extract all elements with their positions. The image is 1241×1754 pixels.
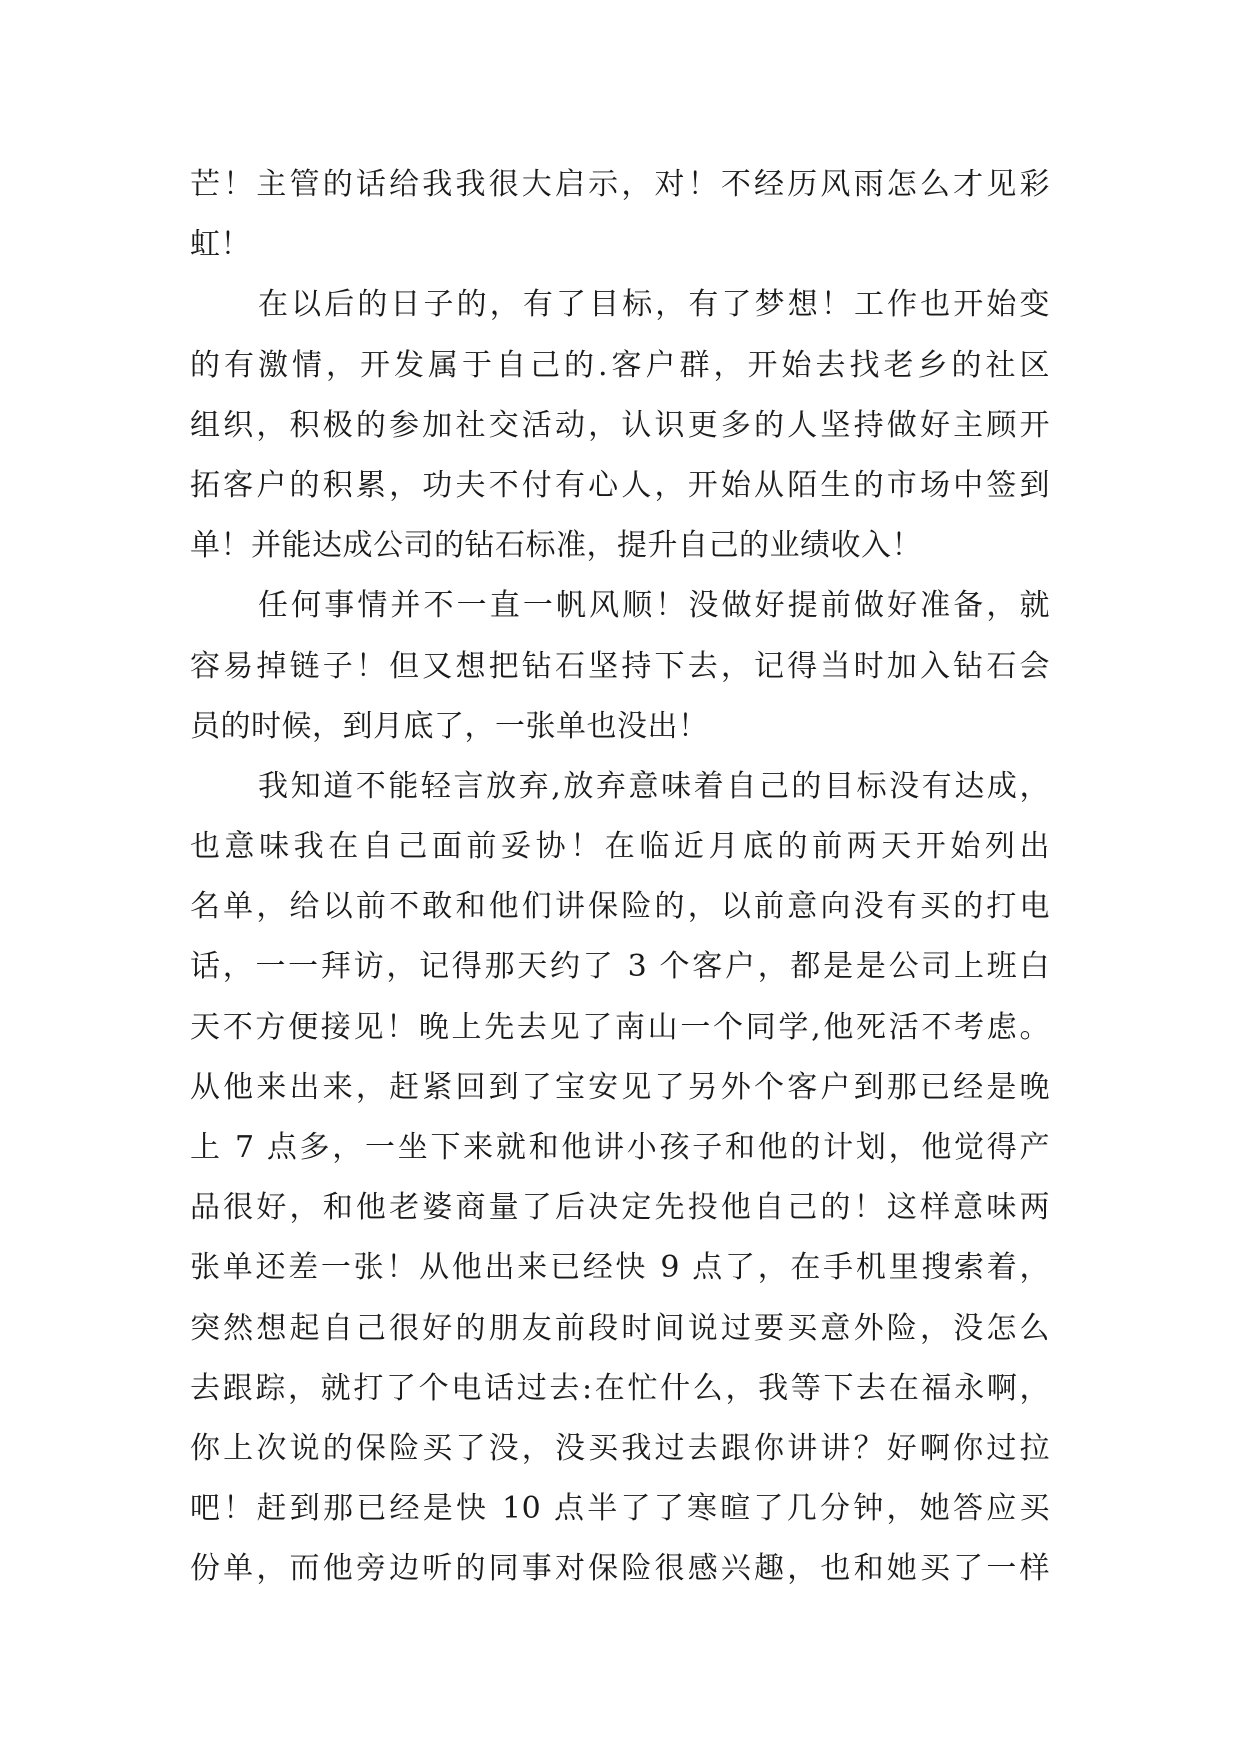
text-line: 我知道不能轻言放弃,放弃意味着自己的目标没有达成， (258, 768, 1050, 804)
text-line: 单！并能达成公司的钻石标准，提升自己的业绩收入！ (190, 528, 922, 564)
text-line: 任何事情并不一直一帆风顺！没做好提前做好准备，就 (258, 588, 1050, 624)
text-line: 天不方便接见！晚上先去见了南山一个同学,他死活不考虑。 (190, 1009, 1050, 1045)
text-line: 员的时候，到月底了，一张单也没出！ (190, 708, 709, 744)
text-line: 虹！ (190, 227, 251, 263)
text-line: 上 7 点多，一坐下来就和他讲小孩子和他的计划，他觉得产 (190, 1130, 1050, 1165)
text-line: 从他来出来，赶紧回到了宝安见了另外个客户到那已经是晚 (190, 1069, 1050, 1105)
text-line: 容易掉链子！但又想把钻石坚持下去，记得当时加入钻石会 (190, 648, 1050, 684)
text-line: 你上次说的保险买了没，没买我过去跟你讲讲？好啊你过拉 (190, 1430, 1050, 1466)
text-line: 吧！赶到那已经是快 10 点半了了寒暄了几分钟，她答应买 (190, 1491, 1050, 1527)
text-line: 组织，积极的参加社交活动，认识更多的人坚持做好主顾开 (190, 407, 1050, 443)
text-line: 突然想起自己很好的朋友前段时间说过要买意外险，没怎么 (190, 1310, 1050, 1346)
text-line: 张单还差一张！从他出来已经快 9 点了，在手机里搜索着， (190, 1250, 1050, 1286)
text-line: 在以后的日子的，有了目标，有了梦想！工作也开始变 (258, 287, 1050, 323)
text-line: 也意味我在自己面前妥协！在临近月底的前两天开始列出 (190, 829, 1050, 865)
text-line: 名单，给以前不敢和他们讲保险的，以前意向没有买的打电 (190, 889, 1050, 925)
text-line: 份单，而他旁边听的同事对保险很感兴趣，也和她买了一样 (190, 1551, 1050, 1587)
document-page (190, 155, 1050, 1600)
text-line: 芒！主管的话给我我很大启示，对！不经历风雨怎么才见彩 (190, 167, 1050, 202)
text-line: 的有激情，开发属于自己的.客户群，开始去找老乡的社区 (190, 347, 1050, 383)
text-line: 品很好，和他老婆商量了后决定先投他自己的！这样意味两 (190, 1190, 1050, 1226)
text-line: 话，一一拜访，记得那天约了 3 个客户，都是是公司上班白 (190, 949, 1050, 985)
text-line: 去跟踪，就打了个电话过去:在忙什么，我等下去在福永啊， (190, 1370, 1050, 1406)
text-line: 拓客户的积累，功夫不付有心人，开始从陌生的市场中签到 (190, 467, 1050, 503)
